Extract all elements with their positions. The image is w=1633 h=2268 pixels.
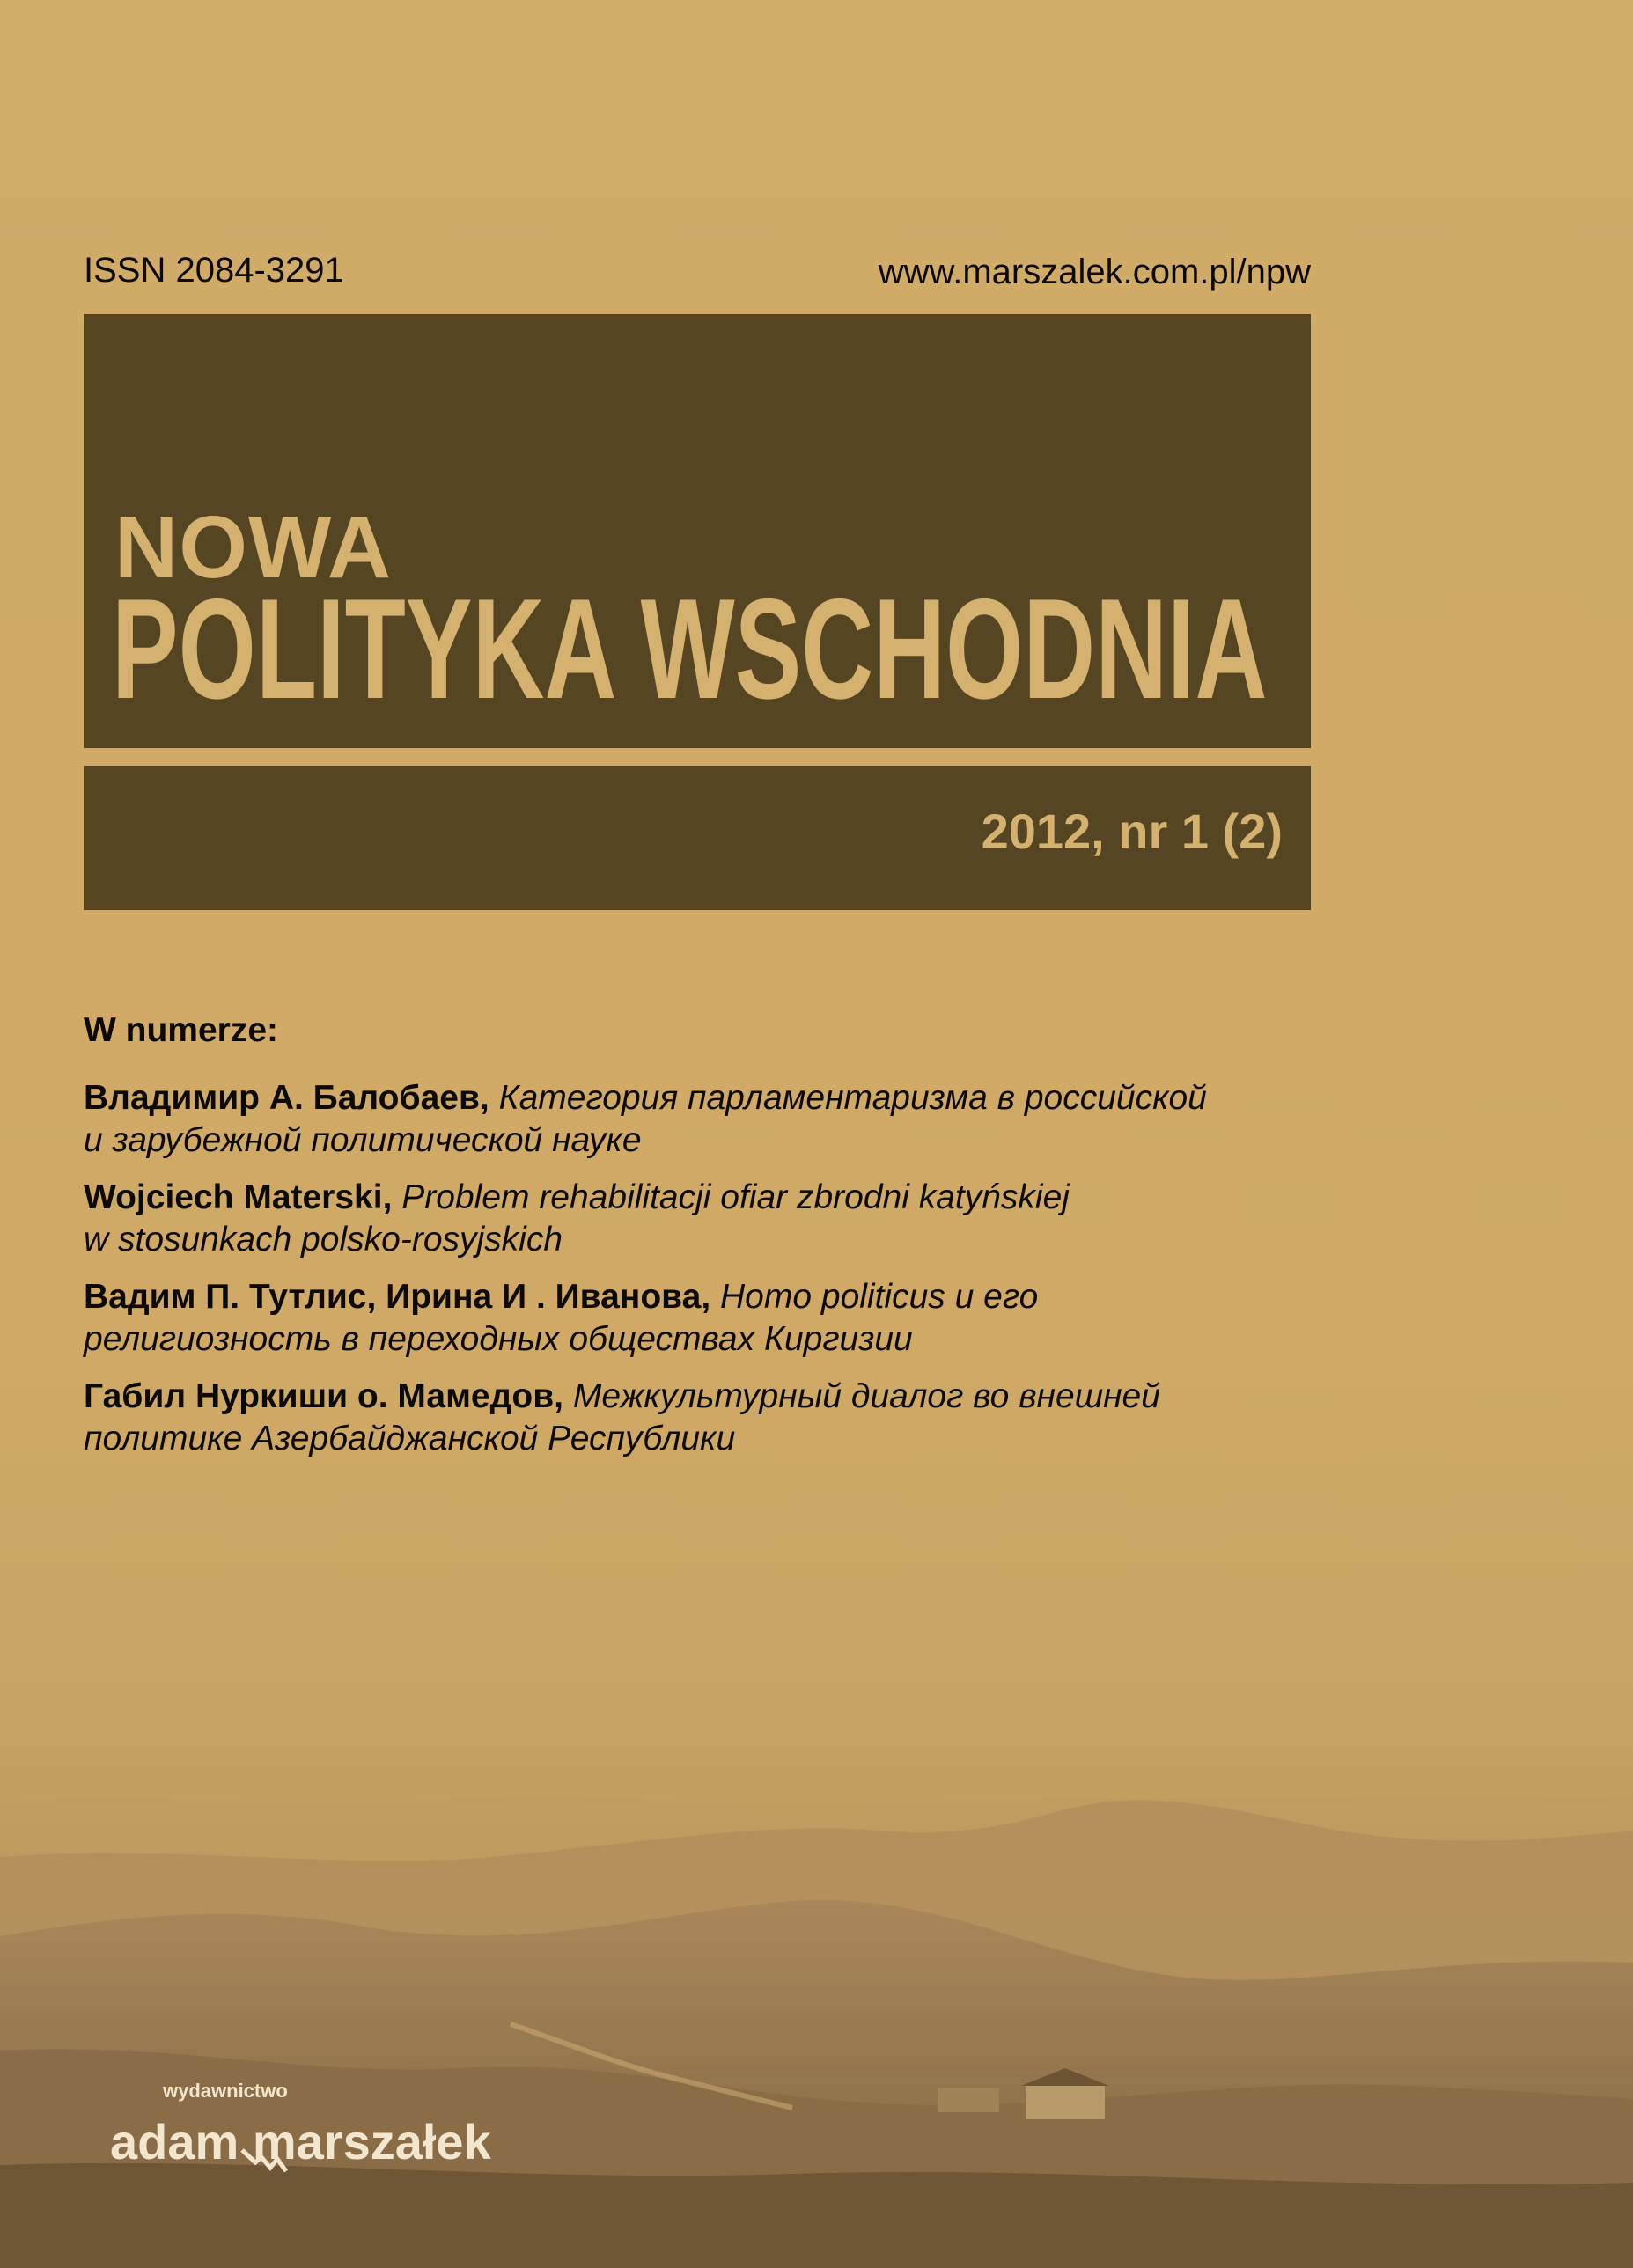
entry-title-line1: Problem rehabilitacji ofiar zbrodni katyńskiej	[401, 1178, 1070, 1216]
issue-box	[84, 766, 1311, 910]
journal-title-box	[84, 314, 1311, 748]
publisher-small-text: wydawnictwo	[163, 2080, 288, 2102]
entry-title-line2: политике Азербайджанской Республики	[84, 1420, 736, 1457]
entry-title-line2: и зарубежной политической науке	[84, 1121, 642, 1159]
website-url[interactable]: www.marszalek.com.pl/npw	[878, 253, 1311, 291]
building	[1026, 2084, 1105, 2119]
journal-title-line1: NOWA	[114, 498, 393, 597]
entry-author: Вадим П. Тутлис, Ирина И . Иванова,	[84, 1278, 711, 1316]
entry-title-line1: Homo politicus и его	[720, 1278, 1039, 1316]
contents-entry	[84, 1376, 1334, 1460]
entry-author: Габил Нуркиши о. Мамедов,	[84, 1377, 564, 1415]
publisher-name: adam marszałek	[110, 2114, 491, 2169]
contents-entry	[84, 1077, 1334, 1162]
contents-list	[84, 1077, 1334, 1475]
entry-author: Wojciech Materski,	[84, 1178, 393, 1216]
issue-number: 2012, nr 1 (2)	[981, 804, 1283, 859]
entry-author: Владимир А. Балобаев,	[84, 1079, 489, 1117]
publisher-logo	[110, 2078, 533, 2184]
contents-heading: W numerze:	[84, 1011, 279, 1049]
entry-title-line1: Межкультурный диалог во внешней	[572, 1377, 1160, 1415]
contents-entry	[84, 1276, 1334, 1361]
entry-title-line2: w stosunkach polsko-rosyjskich	[84, 1221, 563, 1259]
issn: ISSN 2084-3291	[84, 251, 344, 290]
entry-title-line1: Категория парламентаризма в российской	[498, 1079, 1207, 1117]
entry-title-line2: религиозность в переходных обществах Киргизии	[84, 1320, 913, 1358]
contents-entry	[84, 1177, 1334, 1261]
journal-title-line2: POLITYKA WSCHODNIA	[112, 569, 1268, 729]
